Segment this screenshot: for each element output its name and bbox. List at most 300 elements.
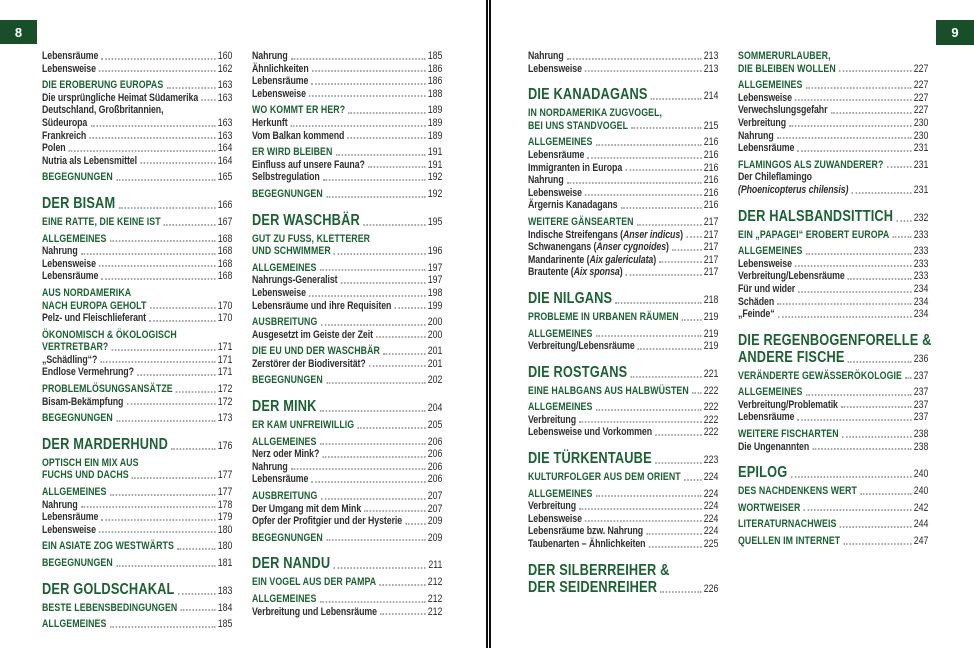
entry-page-number: 233: [913, 270, 929, 283]
entry-page-number: 233: [913, 228, 929, 241]
toc-entry: [528, 414, 718, 427]
entry-page-number: 212: [427, 593, 443, 605]
dot-leader: [686, 236, 701, 238]
entry-label: Lebensweise: [528, 512, 582, 525]
toc-entry: [252, 532, 442, 545]
dot-leader: [357, 427, 425, 429]
toc-entry: [738, 258, 928, 271]
dot-leader: [291, 58, 425, 60]
entry-label: EINE HALBGANS AUS HALBWÜSTEN: [528, 384, 689, 397]
entry-label: IN NORDAMERIKA ZUGVOGEL,: [528, 107, 663, 120]
entry-label: Verbreitung: [528, 500, 577, 513]
entry-label: Der Chileflamingo: [738, 171, 812, 184]
entry-page-number: 179: [217, 511, 233, 524]
entry-label: Verbreitung/Problematik: [738, 398, 838, 411]
dot-leader: [893, 236, 912, 238]
toc-entry: [528, 426, 718, 439]
entry-label: Lebensweise: [738, 91, 792, 104]
dot-leader: [99, 531, 215, 533]
entry-page-number: 184: [217, 601, 233, 614]
dot-leader: [201, 99, 215, 101]
toc-entry: [252, 146, 442, 159]
entry-page-number: 227: [913, 91, 929, 104]
entry-label: Nerz oder Mink?: [252, 448, 320, 461]
entry-label: FLAMINGOS ALS ZUWANDERER?: [738, 158, 884, 171]
dot-leader: [831, 112, 912, 114]
toc-entry: [528, 513, 718, 526]
dot-leader: [171, 448, 215, 450]
entry-page-number: 168: [217, 257, 233, 270]
dot-leader: [376, 336, 425, 338]
toc-entry: [528, 500, 718, 513]
toc-entry: [42, 79, 232, 92]
entry-page-number: 172: [217, 383, 233, 396]
entry-page-number: 236: [913, 352, 929, 365]
toc-entry: [252, 245, 442, 258]
dot-leader: [309, 95, 425, 97]
entry-page-number: 218: [703, 293, 719, 306]
entry-page-number: 217: [703, 241, 719, 254]
dot-leader: [806, 253, 912, 255]
entry-label: Pelz- und Fleischlieferant: [42, 312, 147, 325]
page-number-badge-left: 8: [0, 20, 37, 44]
entry-label: ALLGEMEINES: [42, 618, 107, 631]
toc-entry: [42, 50, 232, 63]
entry-label: PROBLEME IN URBANEN RÄUMEN: [528, 310, 679, 323]
dot-leader: [312, 481, 426, 483]
toc-entry: [528, 162, 718, 175]
entry-label: ALLGEMEINES: [738, 386, 803, 399]
dot-leader: [321, 324, 426, 326]
entry-label: ALLGEMEINES: [738, 245, 803, 258]
toc-entry: [528, 311, 718, 324]
dot-leader: [132, 477, 215, 479]
entry-page-number: 216: [703, 186, 719, 199]
toc-entry: [738, 296, 928, 309]
entry-label: ALLGEMEINES: [42, 486, 107, 499]
entry-page-number: 226: [703, 582, 719, 595]
entry-label: Polen: [42, 142, 66, 155]
dot-leader: [69, 150, 216, 152]
toc-entry: [738, 399, 928, 412]
entry-page-number: 172: [217, 395, 233, 408]
toc-entry: [42, 300, 232, 313]
entry-label: ER WIRD BLEIBEN: [252, 146, 333, 159]
dot-leader: [322, 456, 425, 458]
dot-leader: [660, 591, 701, 593]
entry-label: DIE REGENBOGENFORELLE &: [738, 331, 932, 349]
entry-label: PROBLEMLÖSUNGSANSÄTZE: [42, 383, 173, 396]
entry-label: EINE RATTE, DIE KEINE IST: [42, 215, 161, 228]
entry-label: QUELLEN IM INTERNET: [738, 535, 841, 548]
entry-label: Südeuropa: [42, 116, 88, 129]
dot-leader: [395, 307, 426, 309]
entry-page-number: 189: [427, 129, 443, 142]
toc-entry: [528, 120, 718, 133]
dot-leader: [798, 419, 912, 421]
entry-label: Nutria als Lebensmittel: [42, 154, 137, 167]
toc-entry: [528, 525, 718, 538]
dot-leader: [118, 207, 215, 209]
entry-label: Lebensräume: [738, 411, 795, 424]
toc-column-page9-left: [528, 50, 718, 596]
entry-page-number: 173: [217, 412, 233, 425]
dot-leader: [81, 253, 215, 255]
toc-entry: [252, 233, 442, 246]
entry-page-number: 181: [217, 557, 233, 569]
toc-entry: [42, 457, 232, 470]
toc-entry: [738, 502, 928, 515]
entry-page-number: 231: [913, 183, 929, 196]
toc-entry: [738, 370, 928, 383]
entry-page-number: 223: [703, 454, 719, 467]
dot-leader: [383, 353, 425, 355]
entry-label: Ausgesetzt im Geiste der Zeit: [252, 328, 373, 341]
dot-leader: [127, 403, 216, 405]
entry-label: BEI UNS STANDVOGEL: [528, 119, 629, 132]
toc-entry: [528, 187, 718, 200]
entry-label: (Phoenicopterus chilensis): [738, 183, 849, 196]
dot-leader: [320, 601, 426, 603]
toc-entry: [738, 441, 928, 454]
entry-page-number: 233: [913, 257, 929, 270]
entry-label: Lebensweise: [42, 257, 96, 270]
dot-leader: [178, 593, 216, 595]
entry-page-number: 227: [913, 79, 929, 92]
toc-entry: [738, 485, 928, 498]
toc-entry: [738, 159, 928, 172]
dot-leader: [795, 265, 911, 267]
entry-label: „Schädling“?: [42, 353, 98, 366]
toc-entry: [42, 396, 232, 409]
entry-page-number: 216: [703, 199, 719, 212]
dot-leader: [291, 468, 425, 470]
dot-leader: [379, 584, 425, 586]
entry-label: DER GOLDSCHAKAL: [42, 580, 175, 598]
toc-entry: [252, 262, 442, 275]
dot-leader: [100, 361, 215, 363]
entry-label: AUSBREITUNG: [252, 490, 318, 503]
dot-leader: [140, 162, 215, 164]
entry-label: Für und wider: [738, 282, 796, 295]
entry-label: Verbreitung: [738, 116, 787, 129]
entry-label: Lebensräume: [252, 75, 309, 88]
toc-entry: [528, 562, 718, 579]
entry-page-number: 185: [427, 50, 443, 62]
entry-page-number: 165: [217, 171, 233, 184]
entry-page-number: 219: [703, 327, 719, 340]
dot-leader: [364, 510, 425, 512]
entry-page-number: 225: [703, 538, 719, 551]
entry-page-number: 221: [703, 367, 719, 380]
dot-leader: [149, 320, 215, 322]
dot-leader: [320, 443, 426, 445]
toc-entry: [738, 308, 928, 321]
entry-label: Indische Streifengans (Anser indicus): [528, 228, 684, 241]
entry-page-number: 162: [217, 62, 233, 75]
entry-page-number: 198: [427, 286, 443, 299]
toc-entry: [528, 450, 718, 467]
entry-label: DER MARDERHUND: [42, 435, 168, 453]
entry-page-number: 163: [217, 116, 233, 129]
toc-entry: [738, 50, 928, 63]
entry-label: DER MINK: [252, 398, 317, 416]
dot-leader: [887, 166, 912, 168]
toc-entry: [528, 149, 718, 162]
entry-label: Lebensweise: [252, 286, 306, 299]
entry-label: Lebensräume: [42, 50, 99, 62]
dot-leader: [150, 307, 216, 309]
toc-entry: [252, 117, 442, 130]
dot-leader: [579, 508, 701, 510]
dot-leader: [380, 613, 425, 615]
toc-entry: [738, 117, 928, 130]
entry-label: DER NANDU: [252, 555, 331, 573]
entry-label: Ärgernis Kanadagans: [528, 199, 618, 212]
entry-label: EIN „PAPAGEI“ EROBERT EUROPA: [738, 228, 890, 241]
entry-page-number: 180: [217, 540, 233, 553]
toc-entry: [738, 428, 928, 441]
dot-leader: [176, 391, 215, 393]
entry-page-number: 209: [427, 531, 443, 544]
toc-entry: [42, 383, 232, 396]
dot-leader: [137, 374, 215, 376]
entry-page-number: 171: [217, 353, 233, 366]
entry-label: Nahrung: [528, 174, 564, 187]
toc-entry: [528, 385, 718, 398]
toc-entry: [738, 464, 928, 481]
toc-entry: [42, 245, 232, 258]
entry-page-number: 237: [913, 369, 929, 382]
dot-leader: [363, 224, 425, 226]
entry-label: BEGEGNUNGEN: [252, 531, 323, 544]
entry-label: Schwanengans (Anser cygnoides): [528, 241, 669, 254]
entry-page-number: 168: [217, 232, 233, 245]
toc-entry: [738, 130, 928, 143]
entry-label: ALLGEMEINES: [528, 327, 593, 340]
toc-entry: [738, 142, 928, 155]
entry-label: Lebensräume: [528, 148, 585, 161]
dot-leader: [777, 137, 911, 139]
entry-label: Lebensräume: [252, 473, 309, 486]
entry-page-number: 164: [217, 154, 233, 167]
dot-leader: [334, 253, 425, 255]
entry-label: Lebensweise: [738, 257, 792, 270]
entry-label: Lebensräume und ihre Requisiten: [252, 299, 392, 312]
entry-page-number: 160: [217, 50, 233, 62]
dot-leader: [348, 112, 425, 114]
entry-label: DIE EU UND DER WASCHBÄR: [252, 345, 380, 358]
toc-entry: [252, 448, 442, 461]
dot-leader: [812, 448, 911, 450]
entry-label: Verbreitung: [528, 413, 577, 426]
entry-label: UND SCHWIMMER: [252, 245, 331, 258]
dot-leader: [579, 421, 701, 423]
entry-label: DER HALSBANDSITTICH: [738, 207, 894, 225]
entry-label: BESTE LEBENSBEDINGUNGEN: [42, 601, 178, 614]
entry-page-number: 247: [913, 535, 929, 548]
entry-page-number: 214: [703, 90, 719, 103]
entry-page-number: 242: [913, 501, 929, 514]
dot-leader: [659, 261, 701, 263]
entry-label: FUCHS UND DACHS: [42, 469, 129, 482]
entry-page-number: 167: [217, 215, 233, 228]
entry-page-number: 191: [427, 158, 443, 171]
dot-leader: [102, 519, 216, 521]
dot-leader: [848, 278, 911, 280]
entry-label: DES NACHDENKENS WERT: [738, 485, 857, 498]
toc-entry: [738, 518, 928, 531]
toc-entry: [42, 499, 232, 512]
entry-label: Herkunft: [252, 116, 288, 129]
toc-entry: [528, 254, 718, 267]
toc-entry: [252, 473, 442, 486]
dot-leader: [320, 410, 426, 412]
toc-entry: [252, 593, 442, 606]
dot-leader: [567, 58, 701, 60]
toc-entry: [42, 130, 232, 143]
entry-page-number: 222: [703, 401, 719, 414]
entry-page-number: 183: [217, 584, 233, 597]
entry-label: ANDERE FISCHE: [738, 348, 845, 366]
entry-label: Mandarinente (Aix galericulata): [528, 253, 657, 266]
entry-page-number: 234: [913, 295, 929, 308]
entry-label: DIE TÜRKENTAUBE: [528, 450, 652, 468]
toc-entry: [42, 469, 232, 482]
entry-label: DER BISAM: [42, 194, 116, 212]
entry-page-number: 219: [703, 340, 719, 353]
entry-page-number: 224: [703, 500, 719, 513]
toc-entry: [528, 216, 718, 229]
entry-page-number: 224: [703, 487, 719, 500]
entry-page-number: 171: [217, 341, 233, 354]
dot-leader: [896, 220, 911, 222]
entry-page-number: 164: [217, 142, 233, 155]
toc-entry: [528, 328, 718, 341]
toc-entry: [42, 412, 232, 425]
entry-label: AUS NORDAMERIKA: [42, 286, 132, 299]
toc-entry: [252, 274, 442, 287]
entry-label: BEGEGNUNGEN: [252, 187, 323, 200]
dot-leader: [842, 436, 911, 438]
page-gutter-right-edge: [489, 0, 491, 648]
toc-entry: [252, 171, 442, 184]
dot-leader: [585, 520, 701, 522]
toc-entry: [252, 461, 442, 474]
dot-leader: [312, 83, 426, 85]
entry-page-number: 178: [217, 498, 233, 511]
entry-page-number: 191: [427, 146, 443, 159]
entry-page-number: 224: [703, 525, 719, 538]
dot-leader: [164, 224, 215, 226]
dot-leader: [777, 303, 911, 305]
toc-entry: [528, 471, 718, 484]
toc-entry: [42, 155, 232, 168]
entry-page-number: 168: [217, 270, 233, 283]
toc-entry: [528, 174, 718, 187]
entry-page-number: 231: [913, 142, 929, 155]
toc-entry: [528, 340, 718, 353]
dot-leader: [336, 154, 426, 156]
dot-leader: [596, 495, 702, 497]
entry-page-number: 224: [703, 512, 719, 525]
dot-leader: [625, 169, 701, 171]
entry-page-number: 207: [427, 502, 443, 515]
toc-entry: [738, 331, 932, 349]
entry-label: NACH EUROPA GEHOLT: [42, 299, 147, 312]
toc-entry: [252, 287, 442, 300]
dot-leader: [110, 626, 216, 628]
entry-label: Nahrung: [42, 498, 78, 511]
toc-entry: [528, 107, 718, 120]
toc-entry: [252, 606, 442, 619]
toc-column-page8-right: [252, 50, 442, 618]
entry-page-number: 209: [427, 515, 443, 528]
entry-page-number: 200: [427, 328, 443, 341]
dot-leader: [588, 157, 702, 159]
dot-leader: [567, 182, 701, 184]
entry-label: Lebensräume: [42, 270, 99, 283]
entry-label: Die ursprüngliche Heimat Südamerika: [42, 91, 199, 104]
dot-leader: [102, 58, 216, 60]
entry-page-number: 205: [427, 419, 443, 432]
dot-leader: [791, 476, 912, 478]
entry-page-number: 199: [427, 299, 443, 312]
entry-label: WEITERE FISCHARTEN: [738, 428, 839, 441]
toc-entry: [528, 50, 718, 63]
entry-page-number: 230: [913, 116, 929, 129]
dot-leader: [905, 377, 911, 379]
entry-page-number: 238: [913, 428, 929, 441]
entry-label: OPTISCH EIN MIX AUS: [42, 456, 139, 469]
dot-leader: [167, 87, 216, 89]
toc-entry: [42, 171, 232, 184]
dot-leader: [596, 409, 702, 411]
entry-label: Zerstörer der Biodiversität?: [252, 357, 366, 370]
dot-leader: [99, 265, 215, 267]
dot-leader: [326, 382, 425, 384]
toc-entry: [738, 270, 928, 283]
entry-label: Selbstregulation: [252, 171, 320, 184]
toc-entry: [252, 329, 442, 342]
dot-leader: [789, 125, 911, 127]
toc-entry: [528, 579, 718, 596]
dot-leader: [631, 127, 701, 129]
dot-leader: [795, 99, 911, 101]
entry-label: Lebensweise: [252, 87, 306, 100]
toc-entry: [528, 86, 718, 103]
entry-page-number: 240: [913, 485, 929, 498]
dot-leader: [333, 567, 425, 569]
entry-page-number: 217: [703, 266, 719, 279]
toc-entry: [738, 104, 928, 117]
toc-entry: [528, 199, 718, 212]
entry-page-number: 237: [913, 386, 929, 399]
entry-label: „Feinde“: [738, 308, 775, 321]
entry-page-number: 176: [217, 439, 233, 452]
entry-label: Verbreitung und Lebensräume: [252, 605, 377, 618]
entry-label: Lebensräume: [738, 142, 795, 155]
toc-entry: [252, 358, 442, 371]
entry-label: DER WASCHBÄR: [252, 211, 360, 229]
entry-page-number: 231: [913, 158, 929, 171]
toc-entry: [252, 576, 442, 589]
entry-label: Schäden: [738, 295, 775, 308]
toc-entry: [42, 312, 232, 325]
dot-leader: [320, 269, 426, 271]
entry-page-number: 217: [703, 215, 719, 228]
entry-label: ALLGEMEINES: [528, 487, 593, 500]
